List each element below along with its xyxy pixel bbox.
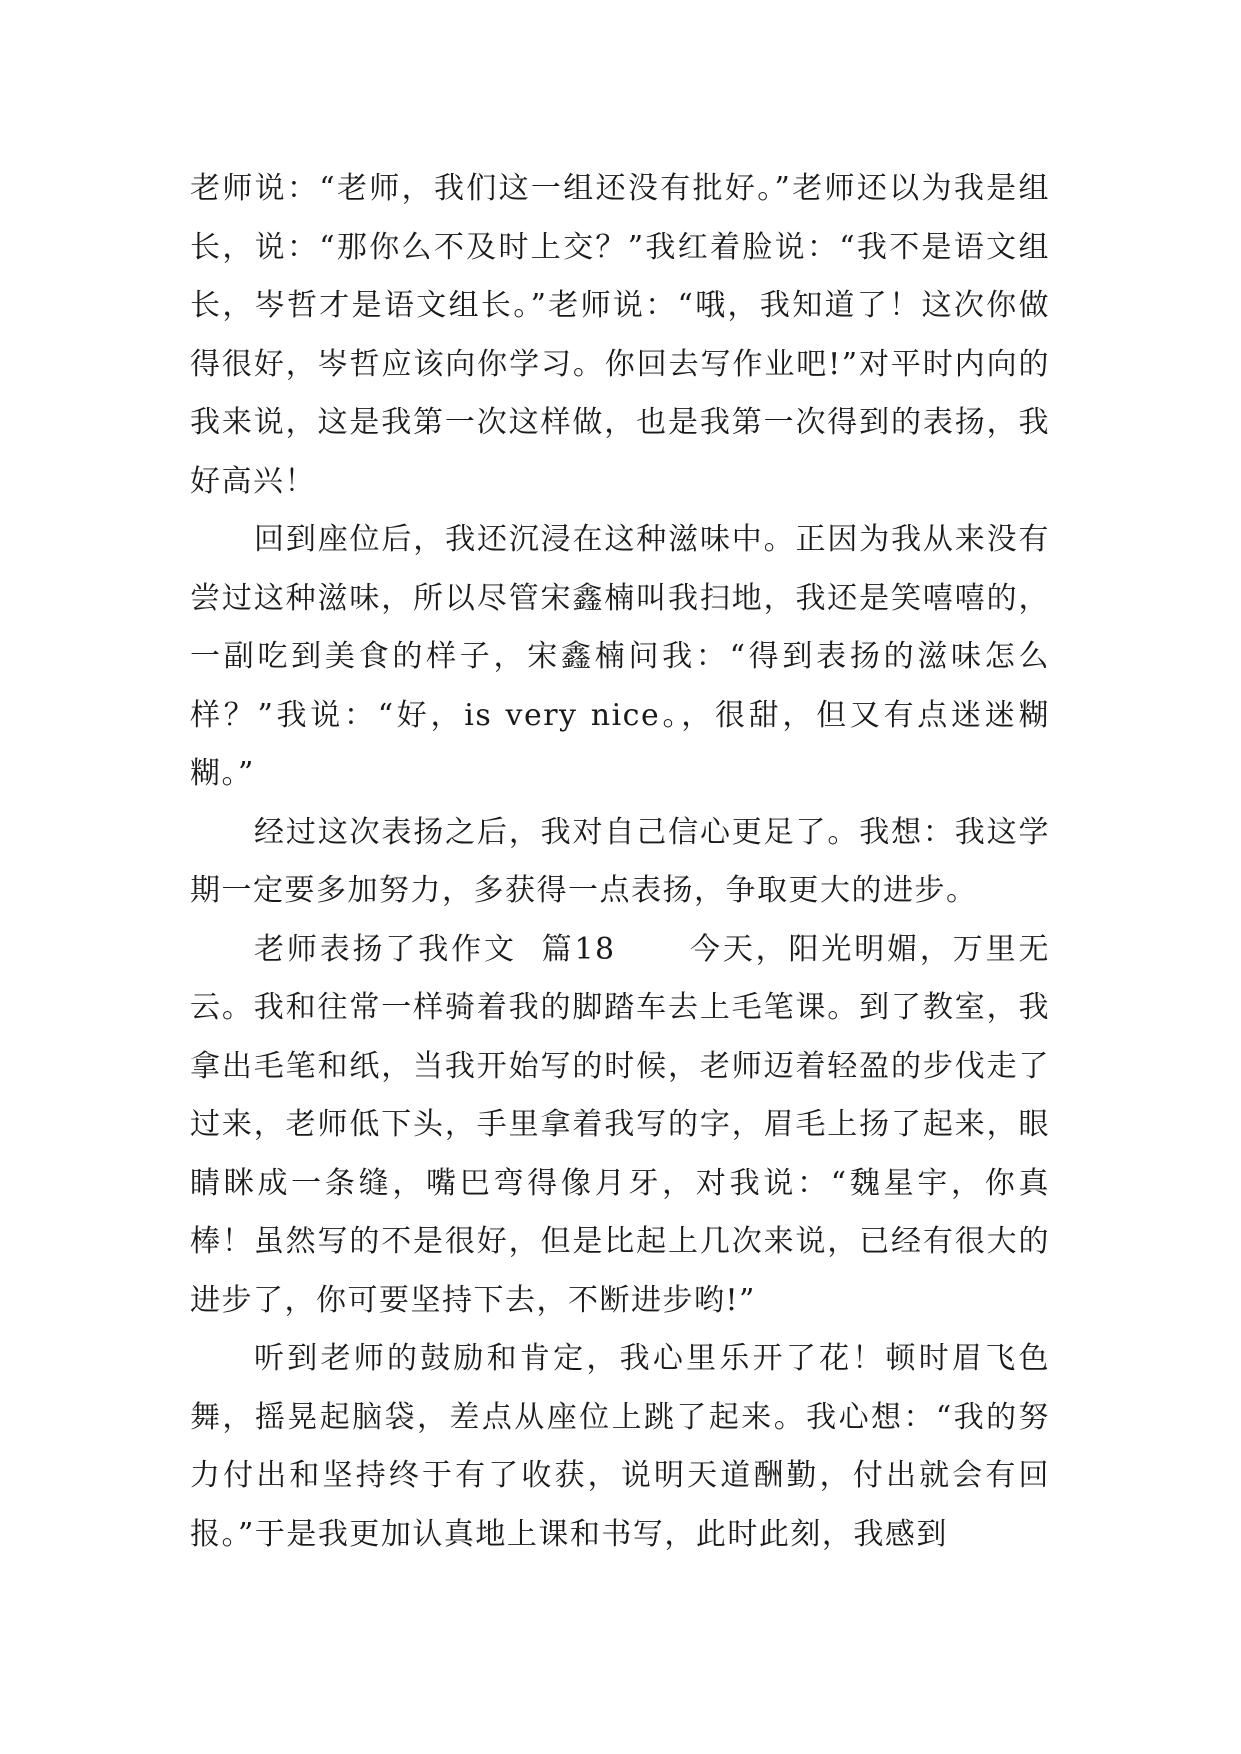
- paragraph-encouragement: 听到老师的鼓励和肯定，我心里乐开了花！顿时眉飞色舞，摇晃起脑袋，差点从座位上跳了起来。我心想：“我的努力付出和坚持终于有了收获，说明天道酬勤，付出就会有回报。”于是我更加认真地上课和书写，此时此刻，我感到: [190, 1341, 1050, 1552]
- paragraph-back-to-seat: 回到座位后，我还沉浸在这种滋味中。正因为我从来没有尝过这种滋味，所以尽管宋鑫楠叫我扫地，我还是笑嘻嘻的，一副吃到美食的样子，宋鑫楠问我：“得到表扬的滋味怎么样？”我说：“好，is very nice。，很甜，但又有点迷迷糊糊。”: [190, 522, 1050, 791]
- paragraph-continuation: 老师说：“老师，我们这一组还没有批好。”老师还以为我是组长，说：“那你么不及时上交？”我红着脸说：“我不是语文组长，岑哲才是语文组长。”老师说：“哦，我知道了！这次你做得很好，岑哲应该向你学习。你回去写作业吧!”对平时内向的我来说，这是我第一次这样做，也是我第一次得到的表扬，我好高兴！: [190, 171, 1050, 499]
- paragraph-essay-18: 老师表扬了我作文 篇18 今天，阳光明媚，万里无云。我和往常一样骑着我的脚踏车去上毛笔课。到了教室，我拿出毛笔和纸，当我开始写的时候，老师迈着轻盈的步伐走了过来，老师低下头，手里拿着我写的字，眉毛上扬了起来，眼睛眯成一条缝，嘴巴弯得像月牙，对我说：“魏星宇，你真棒！虽然写的不是很好，但是比起上几次来说，已经有很大的进步了，你可要坚持下去，不断进步哟!”: [190, 931, 1050, 1318]
- document-body: [190, 160, 1050, 1564]
- paragraph-confidence: 经过这次表扬之后，我对自己信心更足了。我想：我这学期一定要多加努力，多获得一点表扬，争取更大的进步。: [190, 814, 1050, 908]
